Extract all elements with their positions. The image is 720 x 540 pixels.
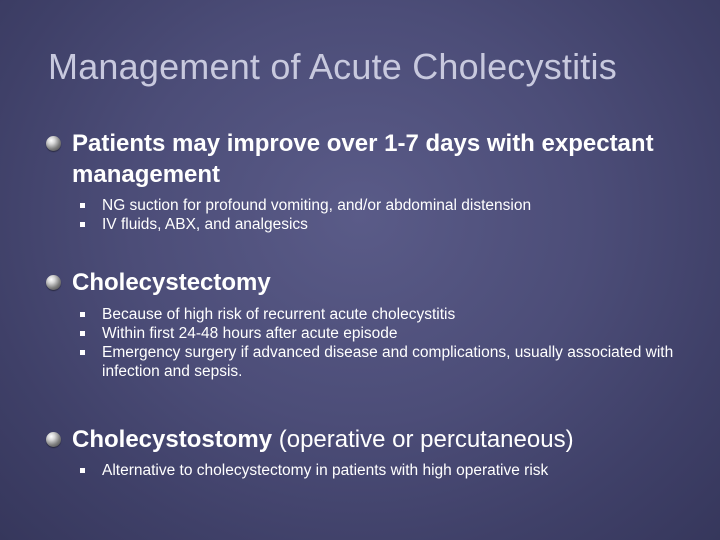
- sub-bullet-list: [44, 196, 694, 234]
- list-item: Emergency surgery if advanced disease and complications, usually associated with infection and sepsis.: [80, 343, 694, 381]
- orb-bullet-icon: [46, 275, 61, 290]
- orb-bullet-icon: [46, 432, 61, 447]
- section-cholecystostomy: [44, 424, 694, 480]
- section-cholecystectomy: [44, 267, 694, 381]
- list-item: IV fluids, ABX, and analgesics: [80, 215, 694, 234]
- orb-bullet-icon: [46, 136, 61, 151]
- slide-title: Management of Acute Cholecystitis: [48, 46, 617, 87]
- list-item: Alternative to cholecystectomy in patients with high operative risk: [80, 461, 694, 480]
- section-heading: Cholecystostomy (operative or percutaneous): [72, 426, 574, 453]
- square-bullet-icon: [80, 468, 85, 473]
- list-item: NG suction for profound vomiting, and/or abdominal distension: [80, 196, 694, 215]
- section-heading-row: [44, 267, 694, 298]
- sub-bullet-list: [44, 305, 694, 381]
- list-item: Because of high risk of recurrent acute cholecystitis: [80, 305, 694, 324]
- section-heading: Cholecystectomy: [72, 269, 271, 296]
- square-bullet-icon: [80, 203, 85, 208]
- section-heading: Patients may improve over 1-7 days with expectant management: [72, 130, 654, 188]
- sub-bullet-list: [44, 461, 694, 480]
- section-heading-row: [44, 128, 694, 190]
- list-item: Within first 24-48 hours after acute episode: [80, 324, 694, 343]
- section-expectant-management: [44, 128, 694, 234]
- square-bullet-icon: [80, 222, 85, 227]
- section-heading-row: [44, 424, 694, 455]
- square-bullet-icon: [80, 350, 85, 355]
- square-bullet-icon: [80, 312, 85, 317]
- square-bullet-icon: [80, 331, 85, 336]
